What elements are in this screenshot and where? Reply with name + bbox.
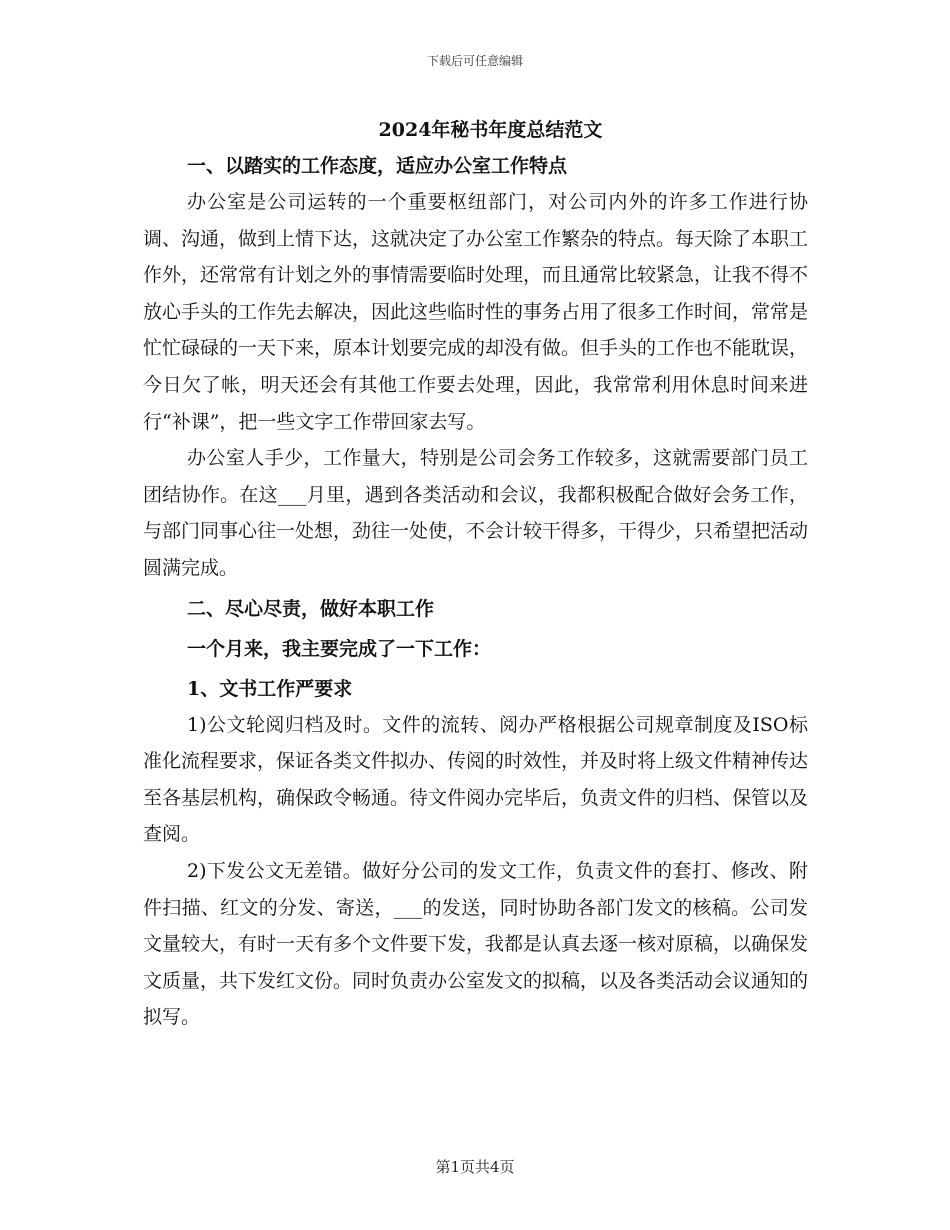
page-number-footer: 第1页共4页 (435, 1158, 515, 1176)
section-1-heading: 一、以踏实的工作态度，适应办公室工作特点 (187, 155, 568, 177)
item-1-paragraph-2: 2)下发公文无差错。做好分公司的发文工作，负责文件的套打、修改、附件扫描、红文的分发、寄送，___的发送，同时协助各部门发文的核稿。公司发文量较大，有时一天有多个文件要下发，我都是认真去逐一核对原稿，以确保发文质量，共下发红文份。同时负责办公室发文的拟稿，以及各类活动会议通知的拟写。 (143, 859, 809, 1029)
document-title: 2024年秘书年度总结范文 (378, 119, 603, 141)
section-1-paragraph-2: 办公室人手少，工作量大，特别是公司会务工作较多，这就需要部门员工团结协作。在这___月里，遇到各类活动和会议，我都积极配合做好会务工作，与部门同事心往一处想，劲往一处使，不会计较干得多，干得少，只希望把活动圆满完成。 (143, 447, 809, 579)
document-body (143, 112, 808, 1036)
section-2-heading: 二、尽心尽责，做好本职工作 (187, 597, 435, 620)
section-2-subheading: 一个月来，我主要完成了一下工作： (187, 637, 492, 660)
item-1-paragraph-1: 1)公文轮阅归档及时。文件的流转、阅办严格根据公司规章制度及ISO标准化流程要求，保证各类文件拟办、传阅的时效性，并及时将上级文件精神传达至各基层机构，确保政令畅通。待文件阅办完毕后，负责文件的归档、保管以及查阅。 (143, 713, 809, 846)
item-1-heading: 1、文书工作严要求 (187, 677, 353, 700)
section-1-paragraph-1: 办公室是公司运转的一个重要枢纽部门，对公司内外的许多工作进行协调、沟通，做到上情下达，这就决定了办公室工作繁杂的特点。每天除了本职工作外，还常常有计划之外的事情需要临时处理，而且通常比较紧急，让我不得不放心手头的工作先去解决，因此这些临时性的事务占用了很多工作时间，常常是忙忙碌碌的一天下来，原本计划要完成的却没有做。但手头的工作也不能耽误，今日欠了帐，明天还会有其他工作要去处理，因此，我常常利用休息时间来进行“补课”，把一些文字工作带回家去写。 (143, 191, 809, 433)
header-note: 下载后可任意编辑 (426, 54, 523, 68)
